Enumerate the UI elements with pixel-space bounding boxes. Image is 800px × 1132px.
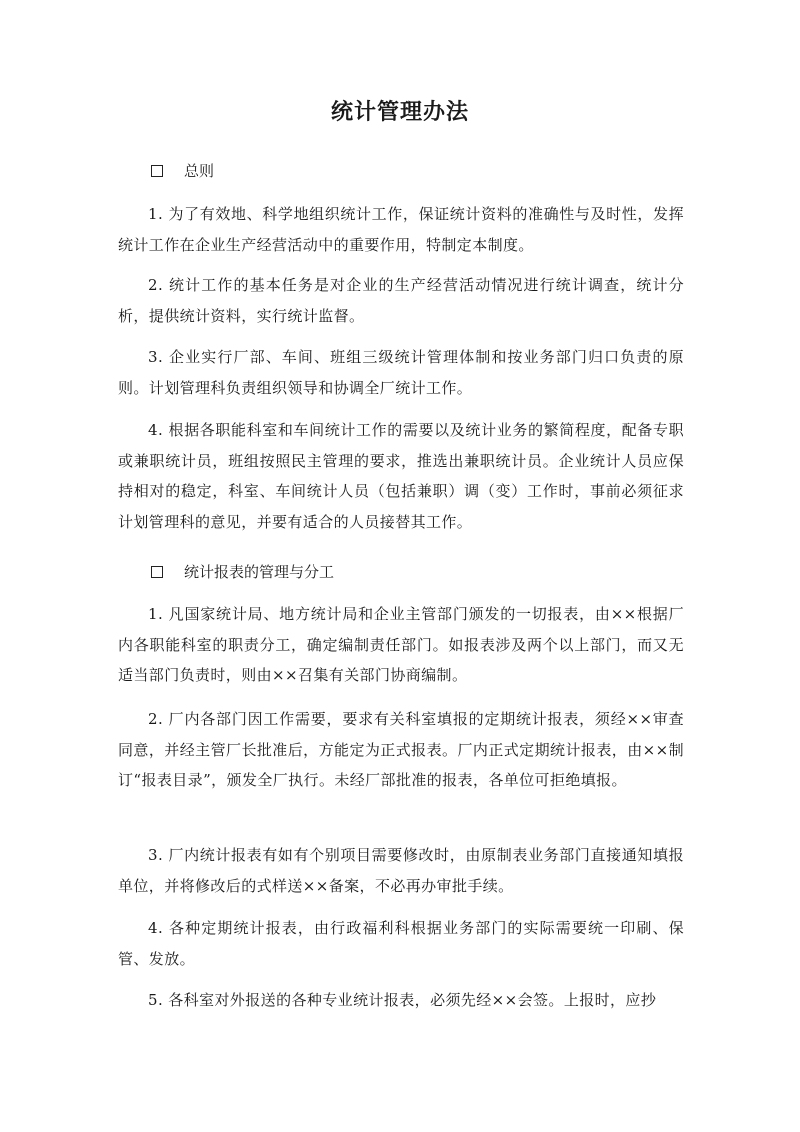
document-title: 统计管理办法 [330,99,469,125]
paragraph: 2. 统计工作的基本任务是对企业的生产经营活动情况进行统计调查，统计分析，提供统计资料，实行统计监督。 [118,276,684,325]
paragraph: 4. 根据各职能科室和车间统计工作的需要以及统计业务的繁简程度，配备专职或兼职统计员，班组按照民主管理的要求，推选出兼职统计员。企业统计人员应保持相对的稳定，科室、车间统计人员（包括兼职）调（变）工作时，事前必须征求计划管理科的意见，并要有适合的人员接替其工作。 [118,421,684,531]
section-heading-label: 统计报表的管理与分工 [184,563,335,581]
checkbox-icon [151,566,163,578]
paragraph: 3. 厂内统计报表有如有个别项目需要修改时，由原制表业务部门直接通知填报单位，并将修改后的式样送××备案，不必再办审批手续。 [118,846,684,895]
paragraph: 5. 各科室对外报送的各种专业统计报表，必须先经××会签。上报时，应抄 [148,991,657,1009]
paragraph: 1. 凡国家统计局、地方统计局和企业主管部门颁发的一切报表，由××根据厂内各职能科室的职责分工，确定编制责任部门。如报表涉及两个以上部门，而又无适当部门负责时，则由××召集有关部门协商编制。 [118,605,684,684]
section-heading-label: 总则 [184,162,215,180]
paragraph: 2. 厂内各部门因工作需要，要求有关科室填报的定期统计报表，须经××审查同意，并经主管厂长批准后，方能定为正式报表。厂内正式定期统计报表，由××制订“报表目录”，颁发全厂执行。未经厂部批准的报表，各单位可拒绝填报。 [118,710,684,789]
section-heading-general [151,161,214,181]
checkbox-icon [151,165,163,177]
section-heading-report-management [151,562,334,582]
paragraph: 1. 为了有效地、科学地组织统计工作，保证统计资料的准确性与及时性，发挥统计工作在企业生产经营活动中的重要作用，特制定本制度。 [118,205,684,254]
paragraph: 3. 企业实行厂部、车间、班组三级统计管理体制和按业务部门归口负责的原则。计划管理科负责组织领导和协调全厂统计工作。 [118,348,684,397]
paragraph: 4. 各种定期统计报表，由行政福利科根据业务部门的实际需要统一印刷、保管、发放。 [118,919,684,968]
